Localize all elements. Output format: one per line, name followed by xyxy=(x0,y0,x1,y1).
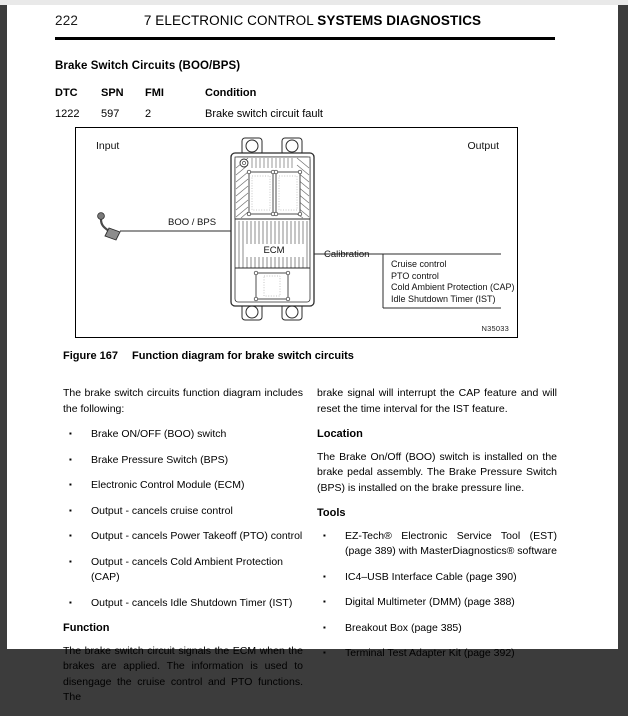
list-item: ▪ Output - cancels cruise control xyxy=(63,504,303,520)
function-heading: Function xyxy=(63,622,110,634)
list-item: ▪ EZ-Tech® Electronic Service Tool (EST) (page 389) with MasterDiagnostics® software xyxy=(317,529,557,560)
page-header xyxy=(7,13,618,33)
brake-switch-connector-icon xyxy=(98,213,120,240)
function-diagram xyxy=(75,127,518,338)
diagram-ecm-label: ECM xyxy=(244,244,304,257)
header-rule xyxy=(55,37,555,40)
header-page-number: 222 xyxy=(55,13,79,28)
location-paragraph: The Brake On/Off (BOO) switch is installed on the brake pedal assembly. The Brake Pressure Switch (BPS) is installed on the brake pressure line. xyxy=(317,450,557,494)
callout-item-ist: Idle Shutdown Timer (IST) xyxy=(391,293,496,304)
location-heading: Location xyxy=(317,428,363,440)
header-chapter-title xyxy=(7,13,618,28)
column-header-spn: SPN xyxy=(101,87,124,99)
diagram-callout-list xyxy=(391,259,515,305)
dtc-table xyxy=(55,87,445,120)
body-column-left xyxy=(63,386,303,716)
list-item: ▪ Terminal Test Adapter Kit (page 392) xyxy=(317,646,557,662)
table-header-row xyxy=(55,87,445,108)
callout-item-cap: Cold Ambient Protection (CAP) xyxy=(391,282,515,292)
list-item: ▪ Output - cancels Idle Shutdown Timer (IST) xyxy=(63,596,303,612)
list-item: ▪ IC4–USB Interface Cable (page 390) xyxy=(317,570,557,586)
cell-fmi: 2 xyxy=(145,108,152,120)
list-item: ▪ Electronic Control Module (ECM) xyxy=(63,478,303,494)
callout-item-pto-control: PTO control xyxy=(391,270,439,281)
body-column-right xyxy=(317,386,557,672)
column-header-fmi: FMI xyxy=(145,87,164,99)
header-chapter-number: 7 xyxy=(143,13,152,28)
table-row xyxy=(55,108,445,120)
tools-heading: Tools xyxy=(317,507,346,519)
list-item: ▪ Output - cancels Cold Ambient Protection (CAP) xyxy=(63,555,303,586)
column-header-dtc: DTC xyxy=(55,87,78,99)
diagram-graphic xyxy=(76,128,519,339)
list-item: ▪ Brake Pressure Switch (BPS) xyxy=(63,453,303,469)
cell-condition: Brake switch circuit fault xyxy=(205,108,323,120)
list-item: ▪ Output - cancels Power Takeoff (PTO) control xyxy=(63,529,303,545)
left-intro-paragraph: The brake switch circuits function diagram includes the following: xyxy=(63,387,303,415)
tools-bullet-list xyxy=(317,529,557,662)
figure-id-code: N35033 xyxy=(481,324,509,333)
cell-dtc: 1222 xyxy=(55,108,80,120)
diagram-output-label: Output xyxy=(467,140,499,152)
ecm-module-graphic xyxy=(231,138,314,320)
figure-caption xyxy=(63,350,354,362)
document-page xyxy=(7,5,618,703)
function-paragraph: The brake switch circuit signals the ECM when the brakes are applied. The information is used to disengage the cruise control and PTO functions. The xyxy=(63,644,303,703)
list-item: ▪ Brake ON/OFF (BOO) switch xyxy=(63,427,303,443)
diagram-input-label: Input xyxy=(96,140,120,152)
section-title: Brake Switch Circuits (BOO/BPS) xyxy=(55,60,241,72)
figure-caption-number: Figure 167 xyxy=(63,350,119,362)
column-header-condition: Condition xyxy=(205,87,257,99)
diagram-wire-label: BOO / BPS xyxy=(168,217,217,228)
continued-paragraph: brake signal will interrupt the CAP feature and will reset the time interval for the IST feature. xyxy=(317,387,557,415)
header-title-part2: SYSTEMS DIAGNOSTICS xyxy=(317,13,482,28)
list-item: ▪ Digital Multimeter (DMM) (page 388) xyxy=(317,595,557,611)
header-title-part1: ELECTRONIC CONTROL xyxy=(155,13,314,28)
diagram-calibration-label: Calibration xyxy=(324,249,370,260)
figure-caption-text: Function diagram for brake switch circuits xyxy=(132,350,354,362)
left-bullet-list xyxy=(63,427,303,611)
list-item: ▪ Breakout Box (page 385) xyxy=(317,621,557,637)
callout-item-cruise-control: Cruise control xyxy=(391,259,447,269)
cell-spn: 597 xyxy=(101,108,120,120)
